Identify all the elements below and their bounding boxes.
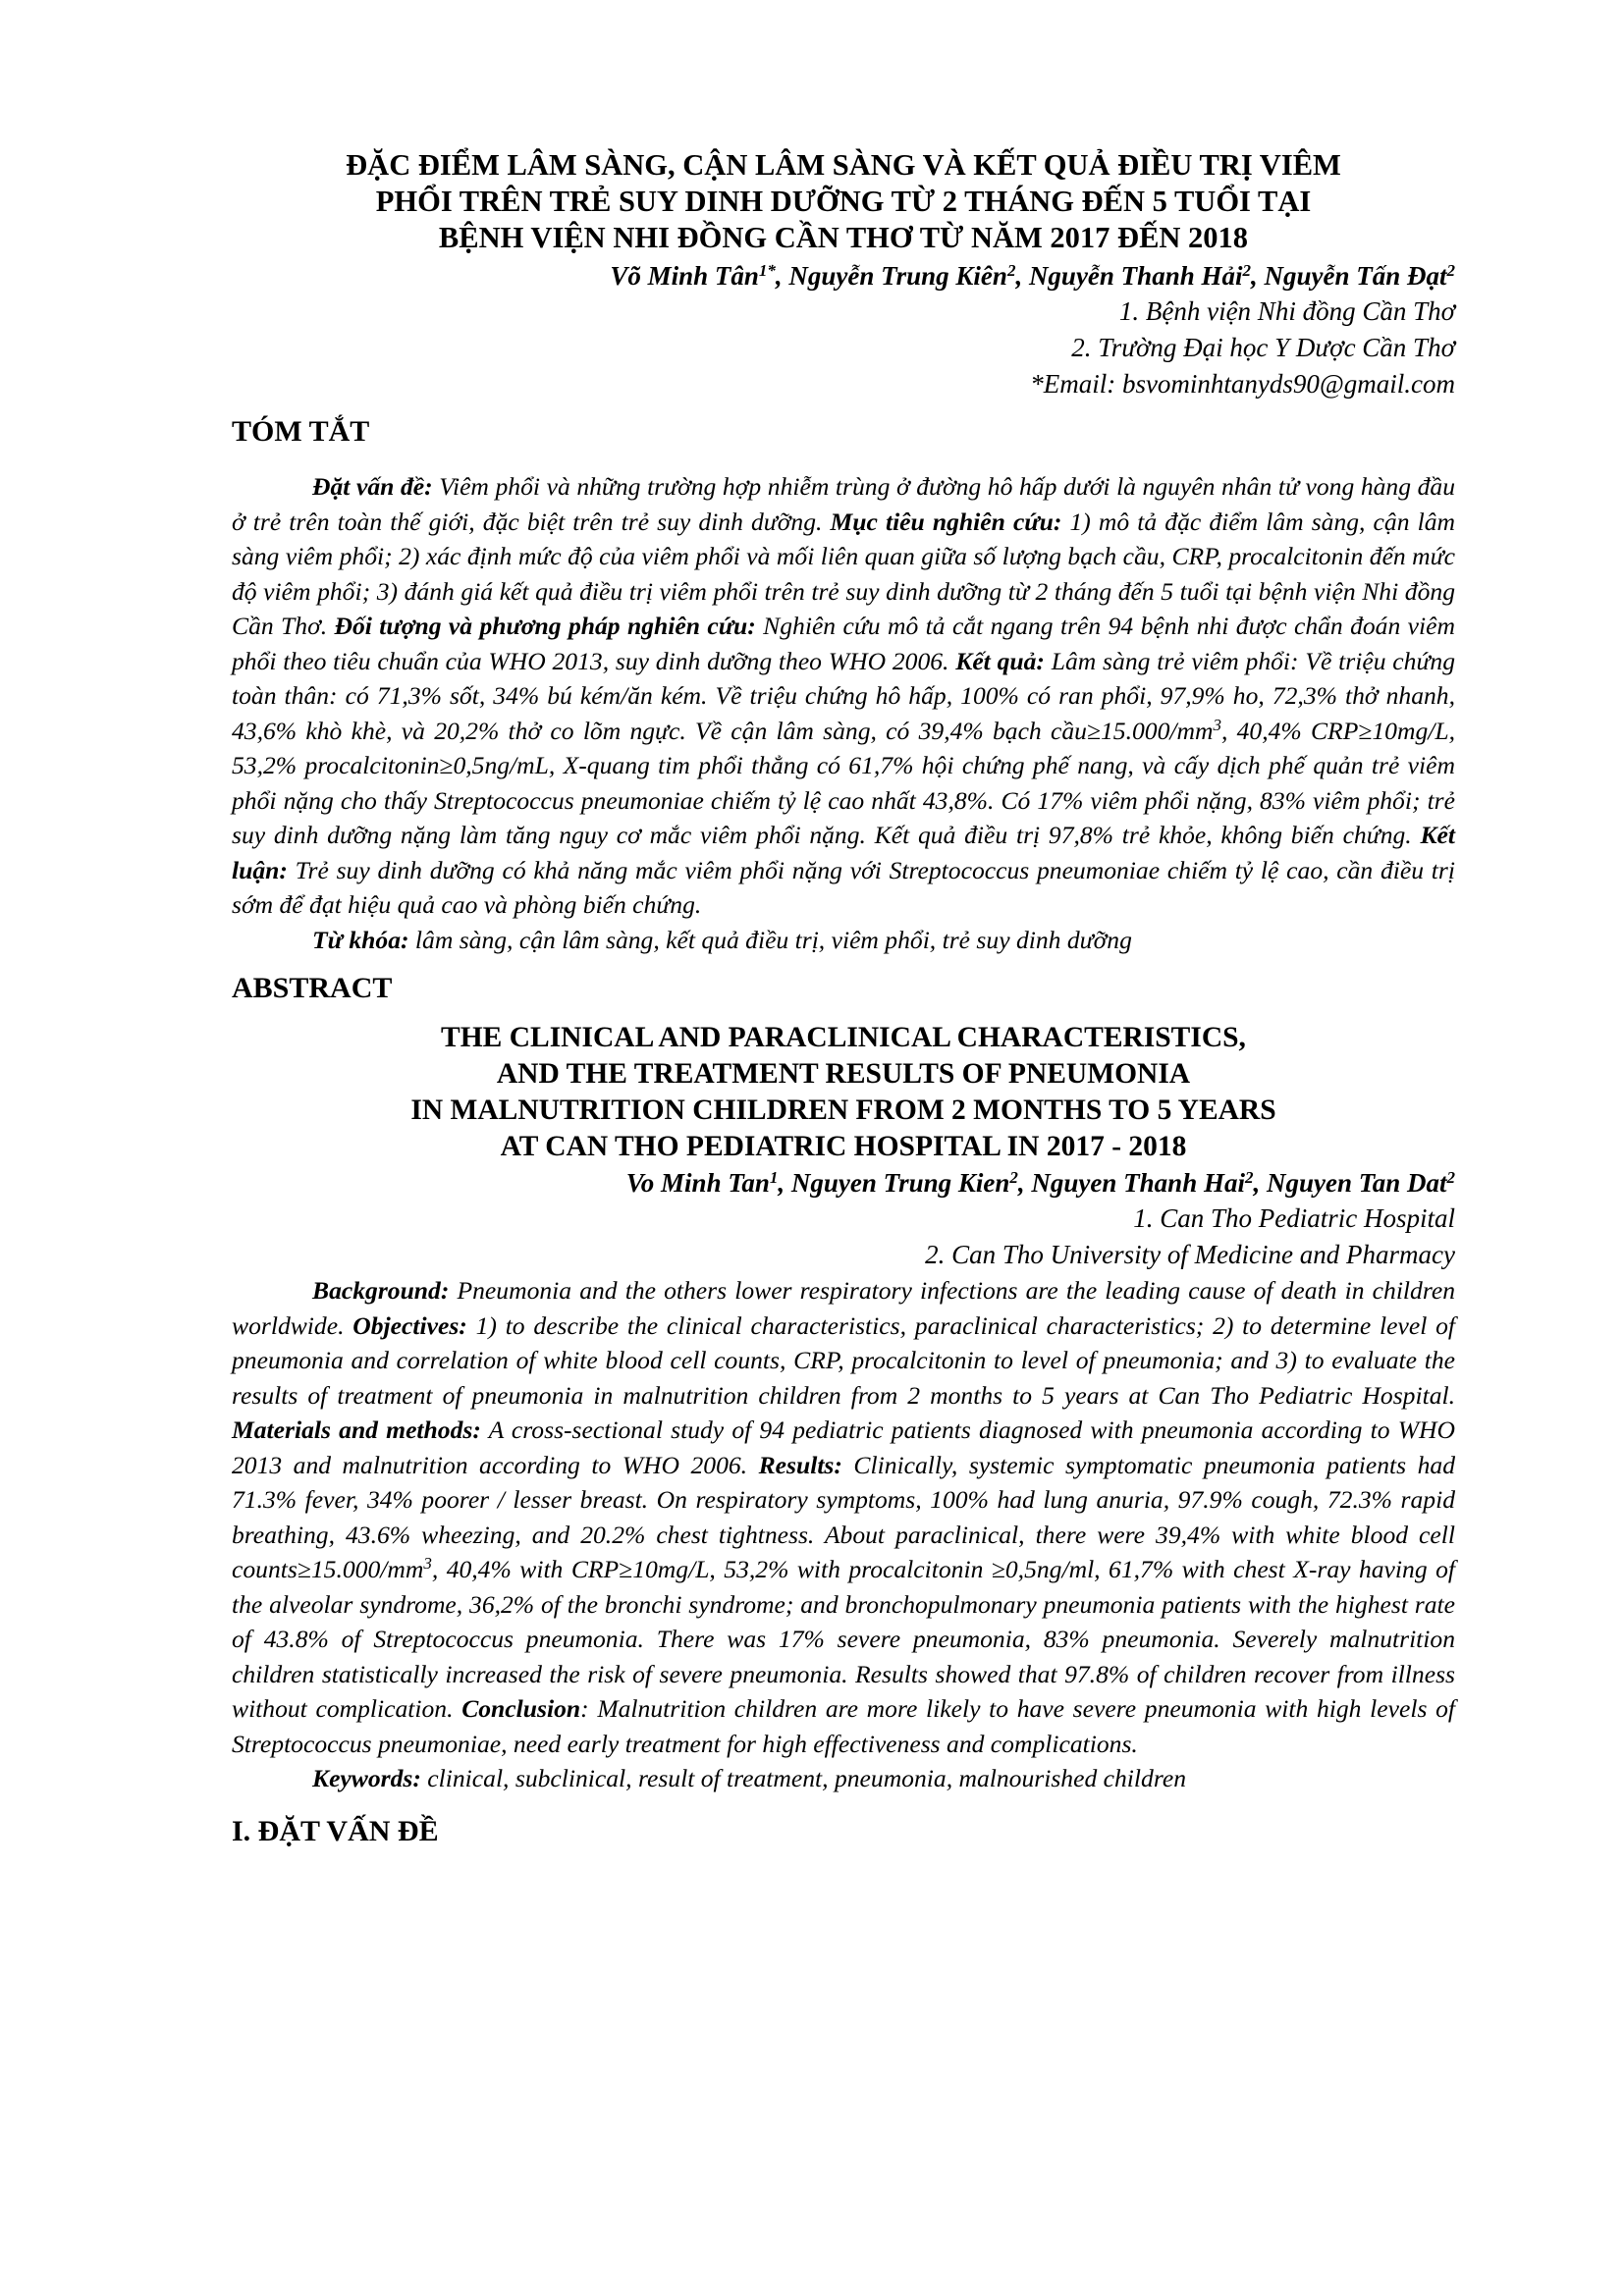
en-text: Pneumonia and the others lower respiratory infections are the leading cause of death in children worldwide.	[232, 1276, 1455, 1340]
vn-text: , 40,4% CRP≥10mg/L, 53,2% procalcitonin≥0,5ng/mL, X-quang tim phổi thẳng có 61,7% hội chứng phế nang, và cấy dịch phế quản trẻ viêm phổi nặng cho thấy Streptococcus pneumoniae chiếm tỷ lệ cao nhất 43,8%. Có 17% viêm phổi nặng, 83% viêm phổi; trẻ suy dinh dưỡng nặng làm tăng nguy cơ mắc viêm phổi nặng. Kết quả điều trị 97,8% trẻ khỏe, không biến chứng.	[232, 716, 1455, 849]
vn-text: 1) mô tả đặc điểm lâm sàng, cận lâm sàng viêm phổi; 2) xác định mức độ của viêm phổi và mối liên quan giữa số lượng bạch cầu, CRP, procalcitonin đến mức độ viêm phổi; 3) đánh giá kết quả điều trị viêm phổi trên trẻ suy dinh dưỡng từ 2 tháng đến 5 tuổi tại bệnh viện Nhi đồng Cần Thơ.	[232, 507, 1455, 640]
vn-affiliation: 2. Trường Đại học Y Dược Cần Thơ	[1071, 333, 1455, 362]
en-label-objectives: Objectives:	[352, 1310, 467, 1340]
en-affiliation: 2. Can Tho University of Medicine and Pharmacy	[925, 1240, 1455, 1269]
vn-abstract-paragraph	[232, 469, 1455, 923]
en-keywords-text: clinical, subclinical, result of treatment, pneumonia, malnourished children	[420, 1764, 1186, 1792]
vn-title-line: PHỔI TRÊN TRẺ SUY DINH DƯỠNG TỪ 2 THÁNG ĐẾN 5 TUỔI TẠI	[375, 185, 1312, 218]
vn-text: Nghiên cứu mô tả cắt ngang trên 94 bệnh nhi được chẩn đoán viêm phổi theo tiêu chuẩn của WHO 2013, suy dinh dưỡng theo WHO 2006.	[232, 612, 1455, 675]
author-name: Nguyen Trung Kien	[790, 1168, 1010, 1198]
vn-text: Lâm sàng trẻ viêm phổi: Về triệu chứng toàn thân: có 71,3% sốt, 34% bú kém/ăn kém. Về triệu chứng hô hấp, 100% có ran phổi, 97,9% ho, 72,3% thở nhanh, 43,6% khò khè, và 20,2% thở co lõm ngực. Về cận lâm sàng, có 39,4% bạch cầu≥15.000/mm	[232, 646, 1456, 745]
en-text: : Malnutrition children are more likely to have severe pneumonia with high levels of Streptococcus pneumoniae, need early treatment for high effectiveness and complications.	[232, 1694, 1455, 1758]
author-name: Vo Minh Tan	[625, 1168, 770, 1198]
en-title-line: AT CAN THO PEDIATRIC HOSPITAL IN 2017 - 2018	[500, 1131, 1187, 1162]
vn-title	[232, 147, 1455, 256]
vn-title-line: BỆNH VIỆN NHI ĐỒNG CẦN THƠ TỪ NĂM 2017 ĐẾN 2018	[438, 221, 1249, 254]
author-affil-mark: 1	[769, 1168, 779, 1187]
section-heading-introduction: I. ĐẶT VẤN ĐỀ	[232, 1814, 439, 1847]
en-keywords	[232, 1761, 1455, 1796]
en-affiliation: 1. Can Tho Pediatric Hospital	[1133, 1203, 1455, 1233]
paper-page	[232, 147, 1455, 1849]
author-affil-mark: 2	[1244, 1168, 1254, 1187]
vn-abstract-heading: TÓM TẮT	[232, 415, 370, 448]
vn-authors: Võ Minh Tân$^{1*}$, Nguyễn Trung Kiên$^2$, Nguyễn Thanh Hải$^2$, Nguyễn Tấn Đạt$^2$	[610, 261, 1455, 291]
en-label-background: Background:	[312, 1276, 450, 1305]
author-affil-mark: 2	[1009, 1168, 1018, 1187]
vn-label-methods: Đối tượng và phương pháp nghiên cứu:	[334, 612, 756, 640]
en-label-results: Results:	[758, 1450, 842, 1479]
en-title-line: AND THE TREATMENT RESULTS OF PNEUMONIA	[496, 1058, 1191, 1090]
superscript: 3	[1213, 715, 1221, 734]
en-title-line: IN MALNUTRITION CHILDREN FROM 2 MONTHS TO 5 YEARS	[410, 1095, 1276, 1126]
en-text: 1) to describe the clinical characteristics, paraclinical characteristics; 2) to determine level of pneumonia and correlation of white blood cell counts, CRP, procalcitonin to level of pneumonia; and 3) to evaluate the results of treatment of pneumonia in malnutrition children from 2 months to 5 years at Can Tho Pediatric Hospital.	[232, 1310, 1455, 1410]
author-affil-mark: 2	[1446, 1168, 1455, 1187]
vn-keywords-text: lâm sàng, cận lâm sàng, kết quả điều trị, viêm phổi, trẻ suy dinh dưỡng	[408, 925, 1132, 954]
en-title	[232, 1020, 1455, 1165]
author-name: Nguyen Thanh Hai	[1031, 1168, 1245, 1198]
author-name: Nguyễn Tấn Đạt	[1264, 261, 1447, 291]
vn-title-line: ĐẶC ĐIỂM LÂM SÀNG, CẬN LÂM SÀNG VÀ KẾT QUẢ ĐIỀU TRỊ VIÊM	[346, 148, 1341, 182]
vn-keywords-label: Từ khóa:	[312, 925, 409, 954]
en-label-conclusion: Conclusion	[461, 1694, 581, 1723]
vn-email: *Email: bsvominhtanyds90@gmail.com	[1030, 369, 1455, 399]
vn-label-objectives: Mục tiêu nghiên cứu:	[830, 507, 1062, 536]
author-name: Võ Minh Tân	[610, 261, 759, 291]
en-abstract-paragraph	[232, 1273, 1455, 1761]
vn-keywords	[232, 923, 1455, 958]
vn-text: Viêm phổi và những trường hợp nhiễm trùng ở đường hô hấp dưới là nguyên nhân tử vong hàng đầu ở trẻ trên toàn thế giới, đặc biệt trên trẻ suy dinh dưỡng.	[232, 472, 1455, 536]
vn-label-results: Kết quả:	[955, 646, 1045, 675]
en-text: , 40,4% with CRP≥10mg/L, 53,2% with procalcitonin ≥0,5ng/ml, 61,7% with chest X-ray having of the alveolar syndrome, 36,2% of the bronchi syndrome; and bronchopulmonary pneumonia patients with the highest rate of 43.8% of Streptococcus pneumonia. There was 17% severe pneumonia, 83% pneumonia. Severely malnutrition children statistically increased the risk of severe pneumonia. Results showed that 97.8% of children recover from illness without complication.	[232, 1555, 1455, 1723]
en-text: Clinically, systemic symptomatic pneumonia patients had 71.3% fever, 34% poorer / lesser breast. On respiratory symptoms, 100% had lung anuria, 97.9% cough, 72.3% rapid breathing, 43.6% wheezing, and 20.2% chest tightness. About paraclinical, there were 39,4% with white blood cell counts≥15.000/mm	[232, 1450, 1456, 1583]
vn-text: Trẻ suy dinh dưỡng có khả năng mắc viêm phổi nặng với Streptococcus pneumoniae chiếm tỷ lệ cao, cần điều trị sớm để đạt hiệu quả cao và phòng biến chứng.	[232, 855, 1455, 919]
superscript: 3	[423, 1554, 432, 1573]
en-label-methods: Materials and methods:	[232, 1415, 481, 1444]
author-affil-mark: 2	[1242, 261, 1251, 280]
author-affil-mark: 2	[1446, 261, 1455, 280]
author-affil-mark: 2	[1006, 261, 1016, 280]
en-authors: Vo Minh Tan$^1$, Nguyen Trung Kien$^2$, Nguyen Thanh Hai$^2$, Nguyen Tan Dat$^2$	[625, 1168, 1455, 1198]
en-abstract-heading: ABSTRACT	[232, 972, 393, 1004]
author-affil-mark: 1*	[758, 261, 776, 280]
en-title-line: THE CLINICAL AND PARACLINICAL CHARACTERISTICS,	[441, 1022, 1246, 1053]
author-name: Nguyễn Trung Kiên	[788, 261, 1007, 291]
en-text: A cross-sectional study of 94 pediatric patients diagnosed with pneumonia according to WHO 2013 and malnutrition according to WHO 2006.	[232, 1415, 1455, 1479]
vn-label-problem: Đặt vấn đề:	[312, 472, 433, 501]
author-name: Nguyễn Thanh Hải	[1028, 261, 1243, 291]
en-keywords-label: Keywords:	[312, 1764, 421, 1792]
author-name: Nguyen Tan Dat	[1266, 1168, 1447, 1198]
vn-label-conclusion: Kết luận:	[232, 821, 1455, 884]
vn-affiliation: 1. Bệnh viện Nhi đồng Cần Thơ	[1118, 296, 1455, 326]
